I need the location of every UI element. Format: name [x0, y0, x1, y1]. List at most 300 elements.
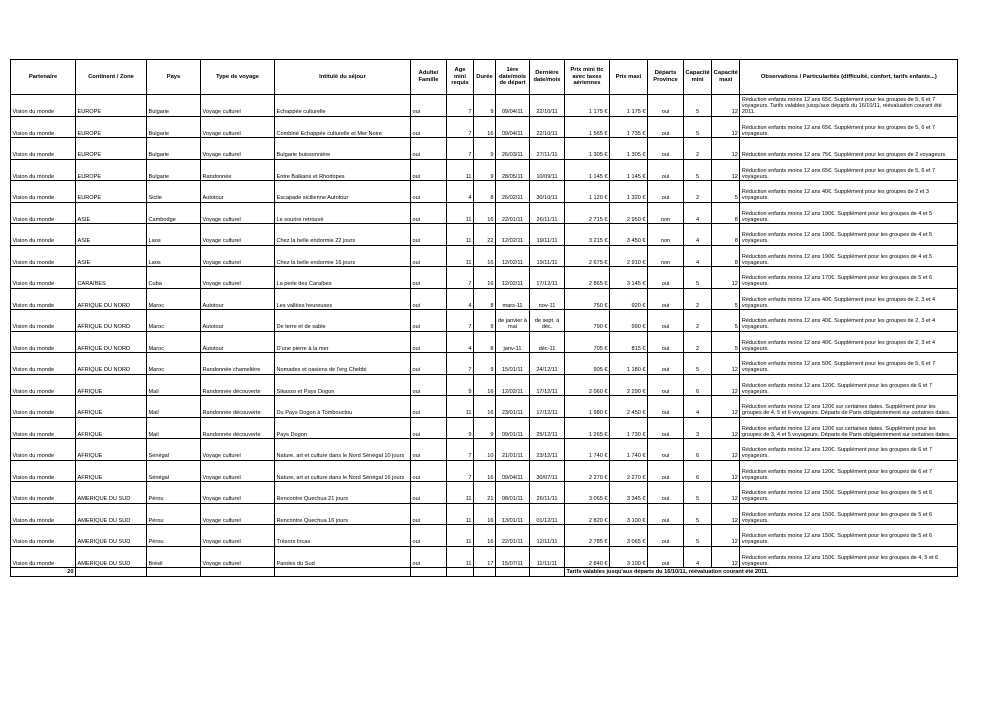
- cell-prixmin: 750 €: [565, 288, 610, 310]
- cell-adulte: oui: [411, 138, 447, 160]
- table-row: [11, 525, 958, 547]
- cell-adulte: oui: [411, 374, 447, 396]
- cell-duree: 9: [474, 159, 496, 181]
- cell-type: Autotour: [201, 310, 275, 332]
- cell-capmin: 4: [684, 396, 712, 418]
- cell-type: Randonnée: [201, 159, 275, 181]
- cell-capmax: 8: [712, 245, 740, 267]
- cell-type: Voyage culturel: [201, 439, 275, 461]
- cell-province: non: [648, 202, 684, 224]
- cell-age: 11: [447, 245, 474, 267]
- cell-adulte: oui: [411, 181, 447, 203]
- cell-intitule: La perle des Caraïbes: [275, 267, 411, 289]
- header-age: Age mini requis: [447, 60, 474, 95]
- cell-continent: AFRIQUE DU NORD: [76, 353, 147, 375]
- cell-capmax: 12: [712, 439, 740, 461]
- cell-debut: 26/03/11: [496, 138, 530, 160]
- cell-continent: EUROPE: [76, 95, 147, 117]
- cell-capmin: 2: [684, 310, 712, 332]
- cell-pays: Mali: [147, 417, 201, 439]
- cell-obs: Réduction enfants moins 12 ans 190€. Supplément pour les groupes de 4 et 5 voyageurs.: [740, 245, 958, 267]
- cell-continent: EUROPE: [76, 116, 147, 138]
- cell-capmax: 12: [712, 95, 740, 117]
- cell-type: Voyage culturel: [201, 224, 275, 246]
- cell-prixmax: 990 €: [610, 310, 648, 332]
- cell-type: Voyage culturel: [201, 95, 275, 117]
- cell-duree: 8: [474, 181, 496, 203]
- cell-pays: Cambodge: [147, 202, 201, 224]
- cell-prixmax: 1 180 €: [610, 353, 648, 375]
- cell-pays: Laos: [147, 224, 201, 246]
- cell-prixmin: 1 145 €: [565, 159, 610, 181]
- cell-continent: AMERIQUE DU SUD: [76, 525, 147, 547]
- cell-pays: Maroc: [147, 288, 201, 310]
- cell-type: Voyage culturel: [201, 482, 275, 504]
- header-partenaire: Partenaire: [11, 60, 76, 95]
- cell-province: oui: [648, 417, 684, 439]
- cell-fin: 19/11/11: [530, 245, 565, 267]
- cell-debut: 15/01/11: [496, 353, 530, 375]
- cell-partenaire: Vision du monde: [11, 267, 76, 289]
- footer-count: 20: [11, 568, 76, 577]
- cell-prixmax: 1 145 €: [610, 159, 648, 181]
- cell-capmax: 8: [712, 202, 740, 224]
- cell-fin: 17/12/11: [530, 267, 565, 289]
- cell-adulte: oui: [411, 460, 447, 482]
- cell-type: Voyage culturel: [201, 525, 275, 547]
- cell-pays: Bulgarie: [147, 159, 201, 181]
- cell-age: 11: [447, 202, 474, 224]
- cell-prixmin: 2 675 €: [565, 245, 610, 267]
- cell-adulte: oui: [411, 439, 447, 461]
- table-row: [11, 417, 958, 439]
- cell-obs: Réduction enfants moins 12 ans 50€. Supplément pour les groupes de 5, 6 et 7 voyageurs.: [740, 353, 958, 375]
- cell-capmin: 4: [684, 202, 712, 224]
- cell-partenaire: Vision du monde: [11, 546, 76, 568]
- cell-debut: 21/01/11: [496, 439, 530, 461]
- cell-fin: 11/11/11: [530, 546, 565, 568]
- cell-prixmax: 3 100 €: [610, 546, 648, 568]
- cell-fin: 22/10/11: [530, 95, 565, 117]
- cell-capmax: 12: [712, 546, 740, 568]
- cell-intitule: Escapade sicilienne Autotour: [275, 181, 411, 203]
- cell-capmax: 12: [712, 482, 740, 504]
- cell-age: 11: [447, 396, 474, 418]
- cell-province: oui: [648, 331, 684, 353]
- cell-duree: 16: [474, 525, 496, 547]
- cell-fin: déc-11: [530, 331, 565, 353]
- table-row: [11, 482, 958, 504]
- cell-debut: 28/05/11: [496, 159, 530, 181]
- cell-age: 7: [447, 353, 474, 375]
- cell-adulte: oui: [411, 353, 447, 375]
- cell-duree: 16: [474, 116, 496, 138]
- cell-fin: 30/10/11: [530, 181, 565, 203]
- cell-age: 11: [447, 224, 474, 246]
- cell-pays: Laos: [147, 245, 201, 267]
- cell-partenaire: Vision du monde: [11, 460, 76, 482]
- cell-intitule: Paroles du Sud: [275, 546, 411, 568]
- cell-continent: ASIE: [76, 202, 147, 224]
- cell-type: Voyage culturel: [201, 267, 275, 289]
- cell-prixmin: 2 270 €: [565, 460, 610, 482]
- cell-province: oui: [648, 95, 684, 117]
- table-body: [11, 95, 958, 568]
- cell-obs: Réduction enfants moins 12 ans 120€. Supplément pour les groupes de 6 et 7 voyageurs.: [740, 439, 958, 461]
- cell-age: 4: [447, 331, 474, 353]
- cell-fin: 19/11/11: [530, 224, 565, 246]
- cell-obs: Réduction enfants moins 12 ans 65€. Supplément pour les groupes de 5, 6 et 7 voyageurs.: [740, 159, 958, 181]
- cell-type: Randonnée chamelière: [201, 353, 275, 375]
- cell-prixmin: 1 265 €: [565, 417, 610, 439]
- cell-pays: Brésil: [147, 546, 201, 568]
- cell-debut: de janvier à mai: [496, 310, 530, 332]
- cell-partenaire: Vision du monde: [11, 374, 76, 396]
- cell-capmin: 5: [684, 116, 712, 138]
- table-row: [11, 546, 958, 568]
- cell-adulte: oui: [411, 546, 447, 568]
- cell-province: oui: [648, 460, 684, 482]
- cell-capmin: 2: [684, 138, 712, 160]
- cell-duree: 8: [474, 331, 496, 353]
- cell-partenaire: Vision du monde: [11, 396, 76, 418]
- header-prixmin: Prix mini ttc avec taxes aériennes: [565, 60, 610, 95]
- cell-capmax: 5: [712, 288, 740, 310]
- cell-fin: 23/12/11: [530, 439, 565, 461]
- cell-obs: Réduction enfants moins 12 ans 40€. Supplément pour les groupes de 2, 3 et 4 voyageurs.: [740, 288, 958, 310]
- header-capmin: Capacité mini: [684, 60, 712, 95]
- cell-prixmin: 2 865 €: [565, 267, 610, 289]
- cell-province: oui: [648, 439, 684, 461]
- cell-obs: Réduction enfants moins 12 ans 150€. Supplément pour les groupes de 5 et 6 voyageurs.: [740, 525, 958, 547]
- cell-age: 7: [447, 116, 474, 138]
- cell-continent: AFRIQUE DU NORD: [76, 310, 147, 332]
- cell-prixmax: 2 270 €: [610, 460, 648, 482]
- table-row: [11, 310, 958, 332]
- cell-duree: 9: [474, 138, 496, 160]
- cell-intitule: Pays Dogon: [275, 417, 411, 439]
- cell-fin: 01/12/11: [530, 503, 565, 525]
- cell-partenaire: Vision du monde: [11, 245, 76, 267]
- cell-continent: EUROPE: [76, 138, 147, 160]
- cell-capmin: 6: [684, 374, 712, 396]
- cell-prixmin: 790 €: [565, 310, 610, 332]
- cell-duree: 16: [474, 460, 496, 482]
- cell-type: Voyage culturel: [201, 245, 275, 267]
- cell-adulte: oui: [411, 417, 447, 439]
- cell-capmax: 12: [712, 138, 740, 160]
- cell-continent: AMERIQUE DU SUD: [76, 503, 147, 525]
- cell-prixmin: 2 785 €: [565, 525, 610, 547]
- cell-pays: Bulgarie: [147, 138, 201, 160]
- cell-intitule: Entre Balkans et Rhodopes: [275, 159, 411, 181]
- header-type: Type de voyage: [201, 60, 275, 95]
- cell-capmax: 12: [712, 396, 740, 418]
- cell-prixmax: 2 910 €: [610, 245, 648, 267]
- cell-type: Voyage culturel: [201, 116, 275, 138]
- cell-age: 11: [447, 482, 474, 504]
- cell-intitule: Rencontre Quechua 16 jours: [275, 503, 411, 525]
- cell-prixmin: 2 820 €: [565, 503, 610, 525]
- cell-province: oui: [648, 374, 684, 396]
- cell-fin: 26/11/11: [530, 482, 565, 504]
- cell-age: 7: [447, 267, 474, 289]
- footer-empty-cell: [447, 568, 474, 577]
- cell-adulte: oui: [411, 224, 447, 246]
- cell-partenaire: Vision du monde: [11, 181, 76, 203]
- cell-capmin: 4: [684, 224, 712, 246]
- cell-prixmax: 2 450 €: [610, 396, 648, 418]
- cell-prixmax: 1 735 €: [610, 116, 648, 138]
- header-pays: Pays: [147, 60, 201, 95]
- cell-capmax: 5: [712, 181, 740, 203]
- cell-age: 4: [447, 288, 474, 310]
- tours-table: [10, 59, 958, 577]
- cell-duree: 10: [474, 439, 496, 461]
- cell-obs: Réduction enfants moins 12 ans 190€. Supplément pour les groupes de 4 et 5 voyageurs.: [740, 202, 958, 224]
- cell-capmin: 3: [684, 417, 712, 439]
- footer-empty-cell: [496, 568, 530, 577]
- cell-capmin: 5: [684, 482, 712, 504]
- cell-duree: 21: [474, 482, 496, 504]
- cell-partenaire: Vision du monde: [11, 482, 76, 504]
- cell-capmax: 12: [712, 116, 740, 138]
- cell-prixmin: 1 120 €: [565, 181, 610, 203]
- cell-duree: 16: [474, 396, 496, 418]
- header-capmax: Capacité maxi: [712, 60, 740, 95]
- cell-debut: 22/01/11: [496, 525, 530, 547]
- cell-capmin: 5: [684, 353, 712, 375]
- cell-adulte: oui: [411, 159, 447, 181]
- cell-continent: AFRIQUE: [76, 374, 147, 396]
- cell-age: 11: [447, 525, 474, 547]
- cell-prixmax: 2 950 €: [610, 202, 648, 224]
- table-row: [11, 374, 958, 396]
- cell-capmax: 5: [712, 310, 740, 332]
- cell-type: Autotour: [201, 331, 275, 353]
- footer-empty-cell: [411, 568, 447, 577]
- cell-province: oui: [648, 181, 684, 203]
- cell-adulte: oui: [411, 396, 447, 418]
- cell-obs: Réduction enfants moins 12 ans 120€. Supplément pour les groupes de 6 et 7 voyageurs.: [740, 460, 958, 482]
- cell-capmin: 5: [684, 159, 712, 181]
- cell-debut: 12/02/11: [496, 374, 530, 396]
- table-row: [11, 331, 958, 353]
- cell-obs: Réduction enfants moins 12 ans 150€. Supplément pour les groupes de 4, 5 et 6 voyageurs.: [740, 546, 958, 568]
- header-prixmax: Prix maxi: [610, 60, 648, 95]
- cell-province: oui: [648, 138, 684, 160]
- cell-continent: AMERIQUE DU SUD: [76, 482, 147, 504]
- cell-prixmax: 1 730 €: [610, 417, 648, 439]
- cell-prixmax: 3 100 €: [610, 503, 648, 525]
- cell-debut: 09/04/11: [496, 95, 530, 117]
- cell-intitule: Trésors Incas: [275, 525, 411, 547]
- cell-adulte: oui: [411, 267, 447, 289]
- cell-intitule: Chez la belle endormie 16 jours: [275, 245, 411, 267]
- cell-adulte: oui: [411, 95, 447, 117]
- cell-province: oui: [648, 396, 684, 418]
- cell-intitule: Nature, art et culture dans le Nord Sénégal 10 jours: [275, 439, 411, 461]
- cell-adulte: oui: [411, 525, 447, 547]
- cell-partenaire: Vision du monde: [11, 353, 76, 375]
- cell-continent: CARAIBES: [76, 267, 147, 289]
- footer-empty-cell: [201, 568, 275, 577]
- cell-age: 7: [447, 138, 474, 160]
- table-row: [11, 353, 958, 375]
- cell-age: 11: [447, 159, 474, 181]
- cell-capmin: 5: [684, 503, 712, 525]
- cell-type: Randonnée découverte: [201, 417, 275, 439]
- cell-prixmin: 2 715 €: [565, 202, 610, 224]
- cell-partenaire: Vision du monde: [11, 288, 76, 310]
- cell-capmin: 5: [684, 525, 712, 547]
- cell-continent: AFRIQUE: [76, 396, 147, 418]
- cell-adulte: oui: [411, 482, 447, 504]
- table-row: [11, 245, 958, 267]
- cell-debut: 09/04/11: [496, 460, 530, 482]
- cell-fin: 30/07/11: [530, 460, 565, 482]
- cell-intitule: Chez la belle endormie 22 jours: [275, 224, 411, 246]
- cell-debut: 15/07/11: [496, 546, 530, 568]
- cell-prixmin: 1 740 €: [565, 439, 610, 461]
- cell-duree: 16: [474, 245, 496, 267]
- cell-intitule: Rencontre Quechua 21 jours: [275, 482, 411, 504]
- cell-pays: Pérou: [147, 503, 201, 525]
- cell-duree: 16: [474, 503, 496, 525]
- cell-adulte: oui: [411, 331, 447, 353]
- cell-duree: 9: [474, 310, 496, 332]
- cell-obs: Réduction enfants moins 12 ans 120€ sur certaines dates. Supplément pour les groupes de 4, 5 et 6 voyageurs. Départs de Paris obligatoirement sur certaines dates.: [740, 396, 958, 418]
- cell-prixmin: 2 840 €: [565, 546, 610, 568]
- header-obs: Observations / Particularités (difficulté, confort, tarifs enfants...): [740, 60, 958, 95]
- cell-debut: 23/01/11: [496, 396, 530, 418]
- cell-prixmax: 1 740 €: [610, 439, 648, 461]
- cell-partenaire: Vision du monde: [11, 417, 76, 439]
- cell-adulte: oui: [411, 245, 447, 267]
- cell-age: 7: [447, 439, 474, 461]
- cell-province: oui: [648, 159, 684, 181]
- cell-fin: 26/11/11: [530, 202, 565, 224]
- cell-obs: Réduction enfants moins 12 ans 170€. Supplément pour les groupes de 5 et 6 voyageurs.: [740, 267, 958, 289]
- cell-continent: AFRIQUE DU NORD: [76, 288, 147, 310]
- cell-pays: Maroc: [147, 331, 201, 353]
- cell-obs: Réduction enfants moins 12 ans 40€. Supplément pour les groupes de 2, 3 et 4 voyageurs.: [740, 331, 958, 353]
- cell-prixmax: 920 €: [610, 288, 648, 310]
- cell-capmin: 5: [684, 95, 712, 117]
- cell-partenaire: Vision du monde: [11, 503, 76, 525]
- cell-adulte: oui: [411, 310, 447, 332]
- cell-debut: 26/02/11: [496, 181, 530, 203]
- cell-prixmin: 3 215 €: [565, 224, 610, 246]
- cell-province: oui: [648, 353, 684, 375]
- cell-prixmax: 3 345 €: [610, 482, 648, 504]
- cell-prixmax: 3 450 €: [610, 224, 648, 246]
- cell-intitule: Le sourire retrouvé: [275, 202, 411, 224]
- cell-fin: 17/12/11: [530, 396, 565, 418]
- cell-partenaire: Vision du monde: [11, 439, 76, 461]
- cell-partenaire: Vision du monde: [11, 95, 76, 117]
- cell-pays: Sénégal: [147, 439, 201, 461]
- cell-intitule: Du Pays Dogon à Tombouctou: [275, 396, 411, 418]
- table-row: [11, 503, 958, 525]
- cell-duree: 17: [474, 546, 496, 568]
- cell-continent: ASIE: [76, 224, 147, 246]
- cell-intitule: Sikasso et Pays Dogon: [275, 374, 411, 396]
- header-province: Départs Province: [648, 60, 684, 95]
- cell-debut: 09/01/11: [496, 417, 530, 439]
- table-row: [11, 116, 958, 138]
- cell-prixmax: 1 305 €: [610, 138, 648, 160]
- cell-obs: Réduction enfants moins 12 ans 150€. Supplément pour les groupes de 5 et 6 voyageurs.: [740, 482, 958, 504]
- cell-pays: Bulgarie: [147, 116, 201, 138]
- cell-adulte: oui: [411, 503, 447, 525]
- cell-age: 7: [447, 460, 474, 482]
- cell-fin: 25/12/11: [530, 417, 565, 439]
- cell-continent: ASIE: [76, 245, 147, 267]
- cell-duree: 16: [474, 374, 496, 396]
- cell-capmax: 8: [712, 224, 740, 246]
- cell-capmin: 5: [684, 267, 712, 289]
- cell-pays: Sicile: [147, 181, 201, 203]
- footer-note: Tarifs valables jusqu'aux départs du 16/10/11, réévaluation courant été 2011.: [565, 568, 958, 577]
- table-row: [11, 159, 958, 181]
- cell-intitule: Les vallées heureuses: [275, 288, 411, 310]
- footer-empty-cell: [76, 568, 147, 577]
- cell-fin: 17/12/11: [530, 374, 565, 396]
- footer-empty-cell: [474, 568, 496, 577]
- cell-capmin: 6: [684, 460, 712, 482]
- cell-obs: Réduction enfants moins 12 ans 75€. Supplément pour les groupes de 2 voyageurs.: [740, 138, 958, 160]
- cell-partenaire: Vision du monde: [11, 224, 76, 246]
- cell-capmin: 2: [684, 288, 712, 310]
- footer-empty-cell: [147, 568, 201, 577]
- cell-province: oui: [648, 503, 684, 525]
- cell-debut: 22/01/11: [496, 202, 530, 224]
- cell-prixmin: 905 €: [565, 353, 610, 375]
- cell-type: Voyage culturel: [201, 460, 275, 482]
- cell-adulte: oui: [411, 288, 447, 310]
- cell-type: Voyage culturel: [201, 546, 275, 568]
- cell-prixmin: 1 305 €: [565, 138, 610, 160]
- table-row: [11, 267, 958, 289]
- cell-fin: 27/11/11: [530, 138, 565, 160]
- cell-adulte: oui: [411, 116, 447, 138]
- cell-continent: AFRIQUE: [76, 417, 147, 439]
- cell-debut: mars-11: [496, 288, 530, 310]
- cell-fin: de sept. à déc.: [530, 310, 565, 332]
- cell-type: Voyage culturel: [201, 202, 275, 224]
- cell-capmax: 12: [712, 353, 740, 375]
- table-row: [11, 181, 958, 203]
- cell-duree: 16: [474, 202, 496, 224]
- cell-obs: Réduction enfants moins 12 ans 120€ sur certaines dates. Supplément pour les groupes de 3, 4 et 5 voyageurs. Départs de Paris obligatoirement sur certaines dates.: [740, 417, 958, 439]
- cell-capmin: 4: [684, 245, 712, 267]
- cell-obs: Réduction enfants moins 12 ans 120€. Supplément pour les groupes de 6 et 7 voyageurs.: [740, 374, 958, 396]
- cell-duree: 9: [474, 95, 496, 117]
- cell-intitule: De terre et de sable: [275, 310, 411, 332]
- header-intitule: Intitulé du séjour: [275, 60, 411, 95]
- cell-province: non: [648, 245, 684, 267]
- cell-province: non: [648, 224, 684, 246]
- cell-type: Voyage culturel: [201, 138, 275, 160]
- cell-capmax: 12: [712, 374, 740, 396]
- cell-continent: EUROPE: [76, 181, 147, 203]
- cell-partenaire: Vision du monde: [11, 138, 76, 160]
- cell-fin: 24/12/11: [530, 353, 565, 375]
- cell-capmax: 12: [712, 417, 740, 439]
- cell-capmin: 2: [684, 331, 712, 353]
- cell-obs: Réduction enfants moins 12 ans 65€. Supplément pour les groupes de 5, 6 et 7 voyageurs. Tarifs valables jusqu'aux départs du 16/10/11, réévaluation courant été 2011.: [740, 95, 958, 117]
